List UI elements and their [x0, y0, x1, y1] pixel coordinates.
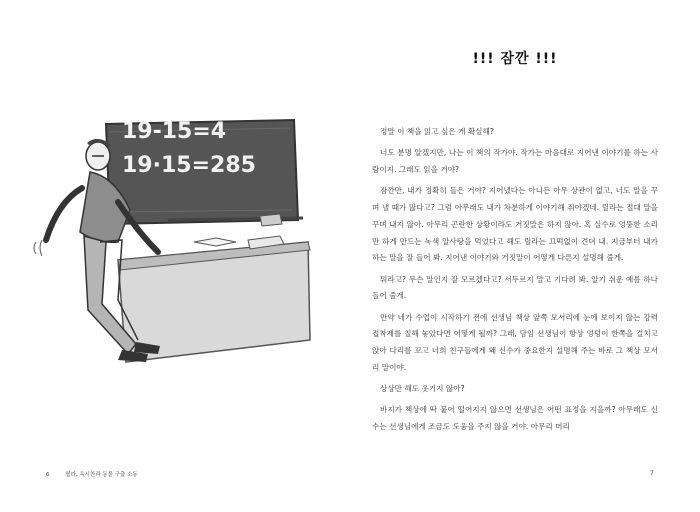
- board-equation-1: 19-15=4: [122, 119, 227, 144]
- board-equation-2: 19·15=285: [122, 153, 256, 178]
- paragraph: 상상만 해도 웃기지 않아?: [380, 384, 465, 394]
- left-page-footer: [46, 470, 152, 478]
- paragraph: 뭐라고? 무슨 말인지 잘 모르겠다고? 서두르지 말고 기다려 봐. 알기 쉬운 예를 하나 들어 줄게.: [372, 274, 658, 301]
- paragraph: 잠깐만, 내가 정확히 들은 거야? 지어냈다는 아니든 아무 상관이 없고, 너도 말을 꾸며 낼 때가 많다고? 그럼 아무래도 내가 차분하게 이야기해 줘야겠네. 릴라는 절대 말을 꾸며 내지 않아. 아무리 곤란한 상황이라도 거짓말은 하지 않아. 혹 실수로 엉뚱한 소리만 하게 만드는 녹색 알사탕을 먹었다고 해도 릴라는 끄떡없이 견뎌 내. 지금부터 내가 하는 말을 잘 들어 봐. 지어낸 이야기와 거짓말이 어떻게 다른지 설명해 줄게.: [372, 186, 658, 263]
- right-page-number: 7: [650, 470, 654, 477]
- teacher-illustration: [18, 92, 318, 382]
- chapter-title: !!! 잠깐 !!!: [472, 51, 558, 67]
- left-page-number: 6: [46, 472, 50, 478]
- paragraph: 만약 네가 수업이 시작하기 전에 선생님 책상 앞쪽 모서리에 눈에 보이지 않는 강력 접착제를 칠해 놓았다면 어떻게 될까? 그래, 담임 선생님이 항상 엉덩이 한쪽을 걸치고 앉아 다리를 꼬고 너희 친구들에게 왜 신수가 중요한지 설명해 주는 바로 그 책상 모서리 말이야.: [372, 312, 658, 372]
- body-text: [372, 124, 658, 440]
- paragraph: 정말 이 책을 읽고 싶은 게 확실해?: [380, 127, 494, 136]
- running-title: 릴라, 옥시찬과 동물 구출 소동: [65, 472, 138, 478]
- paragraph: 너도 분명 알겠지만, 나는 이 책의 작가야. 작가는 마음대로 지어낸 이야기를 하는 사람이지. 그래도 읽을 거야?: [372, 148, 658, 174]
- paragraph: 바지가 책상에 딱 붙어 떨어지지 않으면 선생님은 어떤 표정을 지을까? 아무래도 신수는 선생님에게 조금도 도움을 주지 않을 거야. 아무리 머리: [372, 405, 658, 432]
